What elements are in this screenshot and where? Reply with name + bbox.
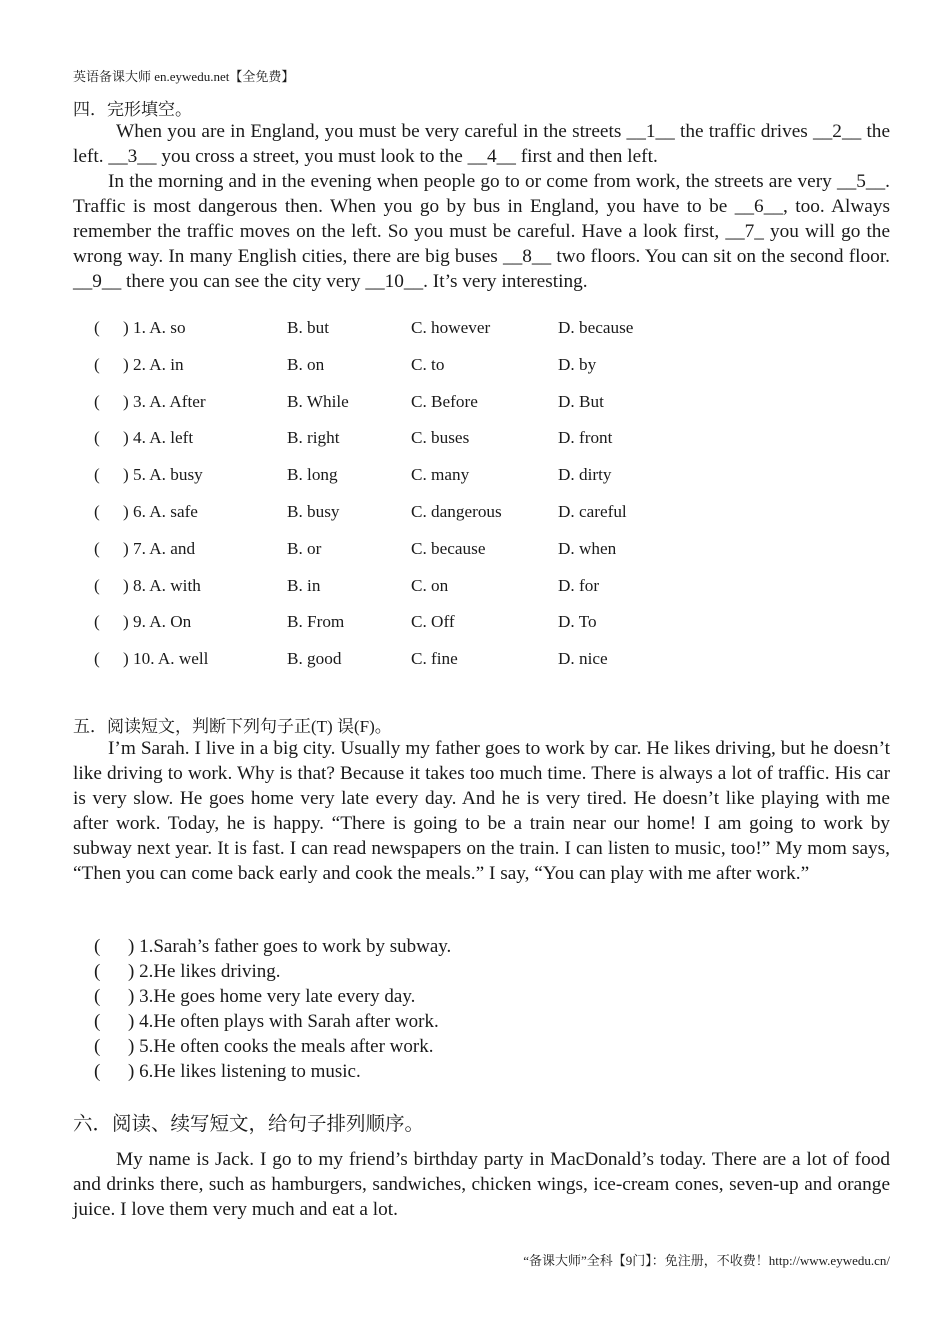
option-d: D. nice bbox=[558, 649, 608, 669]
page-footer: “备课大师”全科【9门】：免注册，不收费！http://www.eywedu.cn/ bbox=[523, 1253, 890, 1268]
option-d: D. front bbox=[558, 428, 613, 448]
option-a: ) 3. A. After bbox=[123, 391, 206, 411]
statement-text: ) 4.He often plays with Sarah after work. bbox=[128, 1011, 439, 1032]
answer-blank[interactable]: ( bbox=[94, 986, 101, 1007]
option-d: D. But bbox=[558, 391, 604, 411]
answer-blank[interactable]: ( bbox=[94, 1036, 101, 1057]
option-b: B. good bbox=[287, 649, 342, 669]
option-b: B. on bbox=[287, 354, 325, 374]
section5-paragraph: I’m Sarah. I live in a big city. Usually my father goes to work by car. He likes driving, but he doesn’t like driving to work. Why is that? Because it takes too much time. There is always a lot of traffic. His car is very slow. He goes home very late every day. And he is very tired. He doesn’t like playing with me after work. Today, he is happy. “There is going to be a train near our home! I am going to work by subway next year. It is fast. I can read newspapers on the train. I can listen to music, too!” My mom says, “Then you can come back early and cook the meals.” I say, “You can play with me after work.” bbox=[73, 738, 890, 884]
answer-blank[interactable]: ( bbox=[94, 391, 100, 411]
option-a: ) 10. A. well bbox=[123, 649, 209, 669]
statement-text: ) 6.He likes listening to music. bbox=[128, 1061, 361, 1082]
answer-blank[interactable]: ( bbox=[94, 575, 100, 595]
option-d: D. To bbox=[558, 612, 597, 632]
statement-text: ) 3.He goes home very late every day. bbox=[128, 986, 416, 1007]
option-a: ) 5. A. busy bbox=[123, 465, 203, 485]
option-c: C. to bbox=[411, 354, 445, 374]
option-b: B. long bbox=[287, 465, 338, 485]
option-b: B. While bbox=[287, 391, 349, 411]
option-c: C. Off bbox=[411, 612, 455, 632]
answer-blank[interactable]: ( bbox=[94, 501, 100, 521]
option-c: C. on bbox=[411, 575, 449, 595]
option-a: ) 1. A. so bbox=[123, 318, 186, 337]
answer-blank[interactable]: ( bbox=[94, 1061, 101, 1082]
option-a: ) 8. A. with bbox=[123, 575, 201, 595]
option-b: B. right bbox=[287, 428, 340, 448]
option-c: C. Before bbox=[411, 391, 478, 411]
section4-title: 四．完形填空。 bbox=[73, 100, 192, 119]
option-c: C. buses bbox=[411, 428, 470, 448]
option-a: ) 9. A. On bbox=[123, 612, 192, 632]
option-a: ) 6. A. safe bbox=[123, 501, 198, 521]
option-d: D. dirty bbox=[558, 465, 612, 485]
option-d: D. because bbox=[558, 318, 634, 337]
answer-blank[interactable]: ( bbox=[94, 649, 100, 669]
option-b: B. From bbox=[287, 612, 345, 632]
section6-title: 六．阅读、续写短文，给句子排列顺序。 bbox=[73, 1114, 425, 1135]
section5-title: 五．阅读短文，判断下列句子正(T) 误(F)。 bbox=[73, 717, 392, 736]
answer-blank[interactable]: ( bbox=[94, 612, 100, 632]
option-d: D. careful bbox=[558, 501, 627, 521]
section6-paragraph: My name is Jack. I go to my friend’s birthday party in MacDonald’s today. There are a lot of food and drinks there, such as hamburgers, sandwiches, chicken wings, ice-cream cones, seven-up and orange juice. I love them very much and eat a lot. bbox=[73, 1149, 890, 1220]
answer-blank[interactable]: ( bbox=[94, 354, 100, 374]
option-b: B. busy bbox=[287, 501, 340, 521]
answer-blank[interactable]: ( bbox=[94, 538, 100, 558]
statement-text: ) 1.Sarah’s father goes to work by subway. bbox=[128, 936, 452, 957]
answer-blank[interactable]: ( bbox=[94, 465, 100, 485]
option-c: C. fine bbox=[411, 649, 458, 669]
option-b: B. or bbox=[287, 538, 322, 558]
answer-blank[interactable]: ( bbox=[94, 1011, 101, 1032]
section4-paragraph-1: When you are in England, you must be very careful in the streets __1__ the traffic drives __2__ the left. __3__ you cross a street, you must look to the __4__ first and then left. bbox=[73, 121, 890, 167]
option-d: D. for bbox=[558, 575, 600, 595]
option-a: ) 7. A. and bbox=[123, 538, 196, 558]
option-a: ) 2. A. in bbox=[123, 354, 184, 374]
page-header: 英语备课大师 en.eywedu.net【全免费】 bbox=[73, 69, 295, 84]
section4-paragraph-2: In the morning and in the evening when people go to or come from work, the streets are very __5__. Traffic is most dangerous then. When you go by bus in England, you have to be __6__, too. Always remember the traffic moves on the left. So you must be careful. Have a look first, __7_ you will go the wrong way. In many English cities, there are big buses __8__ two floors. You can sit on the second floor. __9__ there you can see the city very __10__. It’s very interesting. bbox=[73, 171, 890, 292]
option-c: C. because bbox=[411, 538, 486, 558]
option-a: ) 4. A. left bbox=[123, 428, 194, 448]
option-c: C. however bbox=[411, 318, 491, 337]
option-d: D. by bbox=[558, 354, 597, 374]
answer-blank[interactable]: ( bbox=[94, 936, 101, 957]
option-b: B. but bbox=[287, 318, 330, 337]
answer-blank[interactable]: ( bbox=[94, 428, 100, 448]
statement-text: ) 5.He often cooks the meals after work. bbox=[128, 1036, 434, 1057]
answer-blank[interactable]: ( bbox=[94, 318, 100, 337]
answer-blank[interactable]: ( bbox=[94, 961, 101, 982]
option-d: D. when bbox=[558, 538, 617, 558]
statement-text: ) 2.He likes driving. bbox=[128, 961, 281, 982]
option-c: C. dangerous bbox=[411, 501, 502, 521]
option-b: B. in bbox=[287, 575, 321, 595]
option-c: C. many bbox=[411, 465, 470, 485]
